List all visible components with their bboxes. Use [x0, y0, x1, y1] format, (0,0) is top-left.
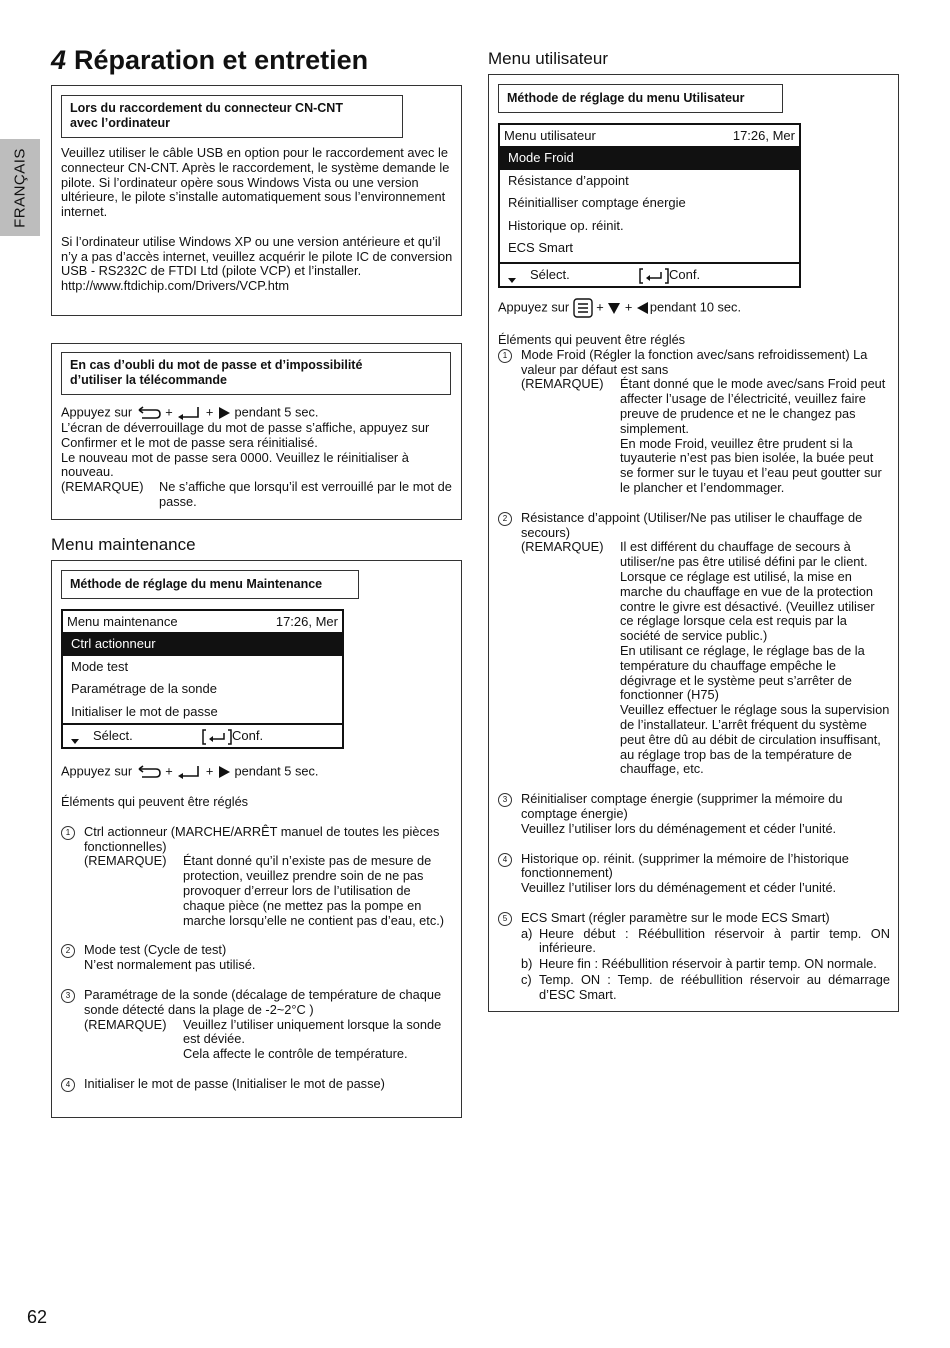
chapter-title: Réparation et entretien — [74, 45, 369, 75]
item-text: Mode Froid (Régler la fonction avec/sans refroidissement) La valeur par défaut est sans — [521, 346, 868, 377]
screen-time: 17:26, Mer — [275, 614, 338, 629]
password-note — [61, 480, 453, 510]
note-label: (REMARQUE) — [84, 1016, 167, 1032]
item-number: 4 — [498, 853, 512, 867]
maintenance-item-1 — [61, 825, 453, 929]
password-heading-line1: En cas d’oubli du mot de passe et d’impossibilité — [70, 358, 363, 372]
menu-item-parametrage-sonde[interactable]: Paramétrage de la sonde — [71, 681, 217, 696]
enter-icon — [176, 405, 202, 421]
item-text: Mode test (Cycle de test) — [84, 942, 227, 958]
maintenance-screen — [61, 609, 344, 749]
down-arrow-icon — [71, 739, 79, 744]
screen-time: 17:26, Mer — [732, 128, 795, 143]
down-arrow-icon — [508, 278, 516, 283]
maintenance-press-line — [61, 764, 453, 780]
note-text: Il est différent du chauffage de secours à utiliser/ne pas être utilisé défini par le client. Lorsque ce réglage est utilisé, la mise en marche du chauffage en vue de la protection contre le givre est désactivé. (Veuillez utiliser ce réglage lorsque cela est requis par la société de service public.) — [620, 539, 875, 644]
chapter-number: 4 — [51, 45, 67, 75]
language-tab — [0, 139, 40, 236]
left-triangle-icon — [636, 301, 650, 315]
menu-icon — [573, 298, 593, 318]
user-menu-method-label: Méthode de réglage du menu Utilisateur — [498, 84, 783, 113]
cn-cnt-heading-line2: avec l’ordinateur — [70, 116, 171, 130]
plus-sign: + — [205, 763, 214, 779]
menu-item-ecs-smart[interactable]: ECS Smart — [508, 240, 574, 255]
item-note — [521, 377, 890, 495]
user-menu-item-1 — [498, 348, 890, 496]
down-triangle-icon — [607, 301, 621, 315]
menu-item-mode-froid[interactable]: Mode Froid — [500, 147, 799, 170]
right-arrow-icon — [217, 765, 231, 779]
enter-icon — [176, 764, 202, 780]
screen-header — [63, 611, 342, 633]
note-text: Veuillez l’utiliser uniquement lorsque la sonde est déviée. — [183, 1016, 442, 1047]
note-label: (REMARQUE) — [521, 376, 604, 392]
page-title — [51, 45, 368, 76]
item-note — [521, 540, 890, 777]
item-text: Initialiser le mot de passe (Initialiser le mot de passe) — [84, 1075, 385, 1091]
menu-item-initialiser-mot-de-passe[interactable]: Initialiser le mot de passe — [71, 703, 218, 719]
item-text: ECS Smart (régler paramètre sur le mode ECS Smart) — [521, 909, 830, 925]
cn-cnt-heading — [61, 95, 403, 138]
note-body — [183, 1018, 453, 1062]
sub-label: b) — [521, 956, 533, 972]
item-text: Résistance d’appoint (Utiliser/Ne pas utiliser le chauffage de secours) — [521, 509, 863, 540]
sub-text: Heure fin : Réébullition réservoir à partir temp. ON normale. — [539, 956, 877, 972]
footer-select: Sélect. — [530, 267, 570, 282]
screen-title: Menu utilisateur — [504, 128, 596, 143]
screen-title: Menu maintenance — [67, 614, 178, 629]
menu-item-resistance-appoint[interactable]: Résistance d’appoint — [508, 172, 629, 188]
note-text: Ne s’affiche que lorsqu’il est verrouillé par le mot de passe. — [159, 479, 452, 509]
maintenance-item-3 — [61, 988, 453, 1062]
password-heading — [61, 352, 451, 395]
maintenance-section-title: Menu maintenance — [51, 535, 196, 554]
ecs-sub-a — [521, 927, 890, 957]
plus-sign: + — [165, 763, 173, 779]
press-prefix: Appuyez sur — [61, 404, 133, 420]
plus-sign: + — [205, 404, 214, 420]
note-label: (REMARQUE) — [84, 853, 167, 869]
footer-select: Sélect. — [93, 728, 133, 743]
press-suffix: pendant 10 sec. — [649, 299, 741, 315]
note-text-2: En mode Froid, veuillez être prudent si la tuyauterie n’est pas bien isolée, la buée peut se former sur le tuyau et l’eau peut goutter sur le plancher et l’endommager. — [620, 435, 882, 495]
item-text: Réinitialiser comptage énergie (supprimer la mémoire du comptage énergie) — [521, 791, 843, 821]
maintenance-body — [61, 764, 453, 1092]
item-note — [84, 854, 453, 928]
password-body — [61, 405, 453, 510]
item-number: 3 — [61, 989, 75, 1003]
user-menu-section-title: Menu utilisateur — [488, 49, 609, 68]
maintenance-method-label: Méthode de réglage du menu Maintenance — [61, 570, 359, 599]
password-press-line — [61, 405, 453, 421]
menu-item-ctrl-actionneur[interactable]: Ctrl actionneur — [63, 633, 342, 656]
back-icon — [136, 764, 162, 780]
press-suffix: pendant 5 sec. — [234, 404, 319, 420]
press-suffix: pendant 5 sec. — [234, 763, 319, 779]
item-note — [84, 1018, 453, 1062]
note-label: (REMARQUE) — [61, 479, 144, 495]
note-text: Étant donné qu’il n’existe pas de mesure de protection, veuillez prendre soin de ne pas provoquer d’erreur lors de l’utilisation de chaque pièce (ne mettez pas la pompe en marche lorsqu’elle ne contient pas d’eau, etc.) — [183, 853, 445, 928]
back-icon — [136, 405, 162, 421]
sub-text: Temp. ON : Temp. de réébullition réservoir au démarrage d’ESC Smart. — [539, 972, 890, 1002]
item-number: 1 — [498, 349, 512, 363]
maintenance-elements-heading: Éléments qui peuvent être réglés — [61, 794, 249, 809]
press-prefix: Appuyez sur — [61, 763, 133, 779]
note-text: Étant donné que le mode avec/sans Froid peut affecter l’usage de l’électricité, veuillez faire preuve de prudence et ne le changez pas simplement. — [620, 376, 886, 436]
user-menu-item-2 — [498, 511, 890, 777]
user-menu-body — [498, 298, 890, 1003]
menu-item-mode-test[interactable]: Mode test — [71, 658, 129, 674]
note-label: (REMARQUE) — [521, 539, 604, 555]
footer-confirm: Conf. — [669, 267, 701, 282]
plus-sign: + — [165, 404, 173, 420]
item-extra: Veuillez l’utiliser lors du déménagement et céder l’unité. — [521, 880, 837, 896]
user-menu-screen — [498, 123, 801, 288]
user-menu-item-5 — [498, 911, 890, 1003]
sub-label: a) — [521, 925, 533, 941]
cn-cnt-heading-line1: Lors du raccordement du connecteur CN-CNT — [70, 101, 343, 115]
plus-sign: + — [596, 299, 604, 315]
cn-cnt-para2: Si l’ordinateur utilise Windows XP ou une version antérieure et qu’il n’y a pas d’accès internet, veuillez acquérir le pilote IC de conversion USB - RS232C de FTDI Ltd (pilote VCP) et l’installer. — [61, 233, 453, 279]
screen-header — [500, 125, 799, 147]
cn-cnt-para1: Veuillez utiliser le câble USB en option pour le raccordement avec le connecteur CN-CNT. Après le raccordement, le système demande le pilote. Si l’ordinateur opère sous Windows Vista ou une version ultérieure, le pilote s’installe automatiquement sous l’environnement internet. — [61, 145, 450, 220]
menu-item-historique[interactable]: Historique op. réinit. — [508, 217, 624, 233]
item-number: 2 — [61, 944, 75, 958]
cn-cnt-url[interactable]: http://www.ftdichip.com/Drivers/VCP.htm — [61, 278, 290, 294]
item-number: 3 — [498, 793, 512, 807]
note-text-3: Veuillez effectuer le réglage sous la supervision de l’installateur. L’arrêt fréquent du système peut être dû au débit de circulation insuffisant, au réglage trop bas de la température de chauffage, etc. — [620, 702, 890, 777]
sub-label: c) — [521, 972, 532, 988]
screen-footer — [63, 723, 342, 747]
password-para2: Le nouveau mot de passe sera 0000. Veuillez le réinitialiser à nouveau. — [61, 449, 409, 480]
user-menu-press-line — [498, 298, 890, 318]
press-prefix: Appuyez sur — [498, 299, 570, 315]
note-body — [620, 377, 890, 495]
right-arrow-icon — [217, 406, 231, 420]
note-text-2: En utilisant ce réglage, le réglage bas de la température du chauffage empêche le dégivrage et le système peut s’arrêter de fonctionner (H75) — [620, 642, 865, 703]
sub-text: Heure début : Réébullition réservoir à partir temp. ON inférieure. — [539, 925, 890, 956]
plus-sign: + — [624, 299, 633, 315]
screen-footer — [500, 262, 799, 286]
ecs-sub-b — [521, 957, 890, 972]
maintenance-item-2 — [61, 943, 453, 973]
password-heading-line2: d’utiliser la télécommande — [70, 373, 227, 387]
item-number: 4 — [61, 1078, 75, 1092]
item-number: 2 — [498, 512, 512, 526]
item-text: Ctrl actionneur (MARCHE/ARRÊT manuel de toutes les pièces fonctionnelles) — [84, 823, 440, 854]
menu-item-reinit-comptage[interactable]: Réinitialliser comptage énergie — [508, 195, 686, 210]
user-menu-item-3 — [498, 792, 890, 836]
confirm-bracket-icon — [202, 729, 232, 745]
confirm-bracket-icon — [639, 268, 669, 284]
language-tab-label: FRANÇAIS — [11, 147, 29, 228]
item-text: Historique op. réinit. (supprimer la mémoire de l’historique fonctionnement) — [521, 850, 849, 881]
note-body — [620, 540, 890, 777]
item-number: 1 — [61, 826, 75, 840]
password-para1: L’écran de déverrouillage du mot de passe s’affiche, appuyez sur Confirmer et le mot de passe sera réinitialisé. — [61, 420, 430, 450]
cn-cnt-body — [61, 146, 453, 294]
item-extra: N’est normalement pas utilisé. — [84, 957, 256, 973]
footer-confirm: Conf. — [232, 728, 264, 743]
maintenance-item-4 — [61, 1077, 453, 1092]
item-text: Paramétrage de la sonde (décalage de température de chaque sonde détecté dans la plage de -2~2°C ) — [84, 986, 442, 1017]
user-menu-item-4 — [498, 852, 890, 896]
user-menu-elements-heading: Éléments qui peuvent être réglés — [498, 332, 686, 347]
ecs-sub-c — [521, 973, 890, 1003]
item-extra: Veuillez l’utiliser lors du déménagement et céder l’unité. — [521, 820, 837, 836]
item-number: 5 — [498, 912, 512, 926]
note-text-2: Cela affecte le contrôle de température. — [183, 1046, 408, 1062]
page-number: 62 — [27, 1307, 48, 1327]
